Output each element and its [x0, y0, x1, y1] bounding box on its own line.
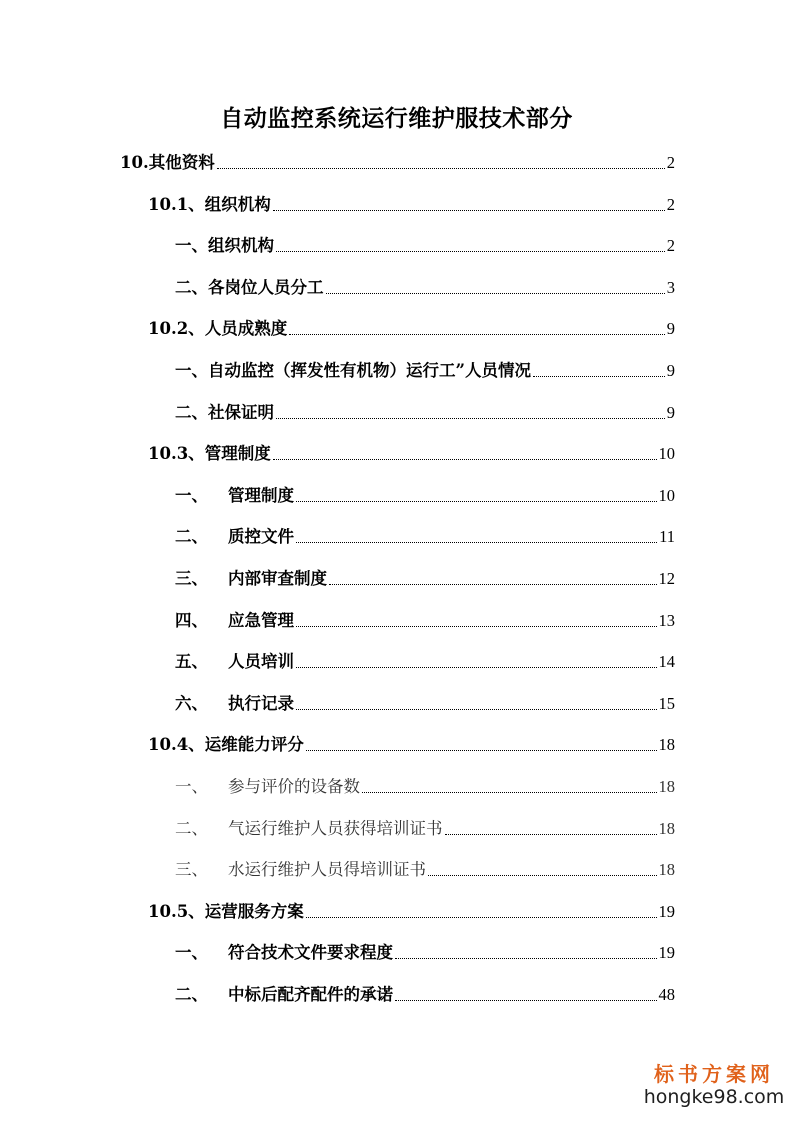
toc-entry-page-number: 10 [658, 444, 675, 464]
toc-dot-leader [329, 584, 657, 585]
toc-entry-number: 一、 [175, 236, 208, 256]
toc-dot-leader [362, 792, 657, 793]
toc-entry [148, 897, 675, 923]
toc-entry-number: 10.2、 [148, 319, 205, 339]
toc-entry [175, 273, 675, 299]
toc-entry [120, 148, 675, 174]
toc-entry-title: 运营服务方案 [204, 901, 304, 921]
toc-entry [148, 190, 675, 216]
toc-entry [175, 647, 675, 673]
toc-entry [148, 730, 675, 756]
toc-dot-leader [306, 917, 657, 918]
toc-dot-leader [533, 376, 665, 377]
toc-entry-page-number: 12 [658, 569, 675, 588]
toc-entry-page-number: 10 [658, 485, 675, 505]
toc-entry [148, 439, 675, 465]
toc-entry [175, 814, 675, 840]
toc-entry-page-number: 15 [658, 693, 675, 713]
toc-entry-title: 其他资料 [148, 153, 215, 172]
toc-dot-leader [296, 709, 657, 710]
toc-entry-number: 二、 [175, 818, 208, 838]
toc-entry-title: 运维能力评分 [204, 735, 304, 755]
toc-dot-leader [276, 418, 665, 419]
toc-entry-number: 六、 [175, 693, 208, 713]
toc-entry-title: 社保证明 [208, 402, 274, 422]
toc-dot-leader [296, 626, 657, 627]
toc-entry-number: 二、 [175, 277, 208, 297]
toc-entry-title: 自动监控（挥发性有机物）运行工”人员情况 [208, 361, 531, 380]
table-of-contents [0, 140, 793, 1020]
toc-entry-number: 10.1、 [148, 194, 205, 214]
toc-entry-number: 10.5、 [148, 901, 205, 921]
toc-entry-title: 执行记录 [228, 693, 294, 713]
toc-entry-title: 参与评价的设备数 [228, 777, 360, 796]
toc-dot-leader [445, 834, 657, 835]
toc-entry-number: 一、 [175, 361, 208, 380]
watermark [640, 1062, 788, 1108]
toc-entry-page-number: 18 [658, 818, 675, 838]
toc-entry-page-number: 18 [658, 860, 675, 880]
toc-entry-page-number: 18 [658, 777, 675, 796]
toc-entry-title: 气运行维护人员获得培训证书 [228, 818, 443, 838]
toc-entry-title: 水运行维护人员得培训证书 [228, 860, 426, 880]
toc-dot-leader [273, 210, 665, 211]
toc-entry-title: 人员成熟度 [204, 319, 288, 339]
toc-entry-page-number: 13 [658, 610, 675, 630]
toc-entry-number: 10.4、 [148, 735, 205, 755]
toc-entry [175, 689, 675, 715]
toc-entry-page-number: 9 [666, 361, 675, 380]
toc-entry-number: 五、 [175, 652, 208, 672]
toc-entry-title: 中标后配齐配件的承诺 [228, 985, 393, 1004]
watermark-domain: hongke98.com [643, 1086, 785, 1108]
toc-entry-page-number: 11 [659, 527, 675, 547]
toc-entry-number: 二、 [175, 402, 208, 422]
toc-entry-title: 应急管理 [228, 610, 294, 630]
toc-entry-number: 三、 [175, 860, 208, 880]
toc-entry-title: 符合技术文件要求程度 [228, 943, 393, 963]
toc-entry-page-number: 3 [666, 277, 675, 297]
toc-entry-page-number: 18 [658, 735, 675, 755]
toc-dot-leader [326, 293, 665, 294]
toc-dot-leader [273, 459, 657, 460]
toc-entry [175, 481, 675, 507]
toc-entry [175, 398, 675, 424]
toc-entry-number: 三、 [175, 569, 208, 588]
toc-entry-page-number: 48 [658, 985, 675, 1004]
toc-dot-leader [217, 168, 665, 169]
toc-dot-leader [296, 501, 657, 502]
toc-dot-leader [296, 667, 657, 668]
toc-entry-title: 内部审查制度 [228, 569, 327, 588]
toc-dot-leader [395, 958, 657, 959]
toc-entry-title: 管理制度 [228, 485, 294, 505]
toc-entry-number: 一、 [175, 485, 208, 505]
toc-dot-leader [296, 542, 657, 543]
toc-entry-title: 管理制度 [204, 444, 271, 464]
toc-entry-title: 人员培训 [228, 652, 294, 672]
toc-entry [175, 938, 675, 964]
toc-entry-page-number: 9 [666, 402, 675, 422]
toc-entry-page-number: 2 [666, 153, 675, 172]
toc-entry-number: 10.3、 [148, 444, 205, 464]
toc-entry-number: 10. [120, 153, 149, 172]
toc-dot-leader [395, 1000, 657, 1001]
toc-dot-leader [289, 334, 665, 335]
toc-entry-number: 四、 [175, 610, 208, 630]
toc-dot-leader [276, 251, 665, 252]
toc-entry [175, 855, 675, 881]
watermark-site-name: 标书方案网 [654, 1062, 774, 1086]
toc-entry-title: 各岗位人员分工 [208, 277, 324, 297]
toc-entry-page-number: 19 [658, 901, 675, 921]
toc-entry [175, 606, 675, 632]
toc-entry [148, 314, 675, 340]
toc-entry-number: 二、 [175, 527, 208, 547]
toc-dot-leader [306, 750, 657, 751]
toc-entry-page-number: 2 [666, 236, 675, 256]
toc-entry-page-number: 9 [666, 319, 675, 339]
toc-entry [175, 356, 675, 382]
toc-entry-page-number: 19 [658, 943, 675, 963]
toc-entry-number: 一、 [175, 943, 208, 963]
toc-dot-leader [428, 875, 657, 876]
page-title: 自动监控系统运行维护服技术部分 [220, 105, 573, 132]
toc-entry-number: 二、 [175, 985, 208, 1004]
toc-entry [175, 231, 675, 257]
toc-entry-title: 组织机构 [204, 194, 271, 214]
toc-entry-number: 一、 [175, 777, 208, 796]
toc-entry-page-number: 14 [658, 652, 675, 672]
toc-entry [175, 522, 675, 548]
toc-entry [175, 772, 675, 798]
toc-entry [175, 980, 675, 1006]
toc-entry [175, 564, 675, 590]
toc-entry-title: 组织机构 [208, 236, 274, 256]
toc-entry-page-number: 2 [666, 194, 675, 214]
toc-entry-title: 质控文件 [228, 527, 294, 547]
